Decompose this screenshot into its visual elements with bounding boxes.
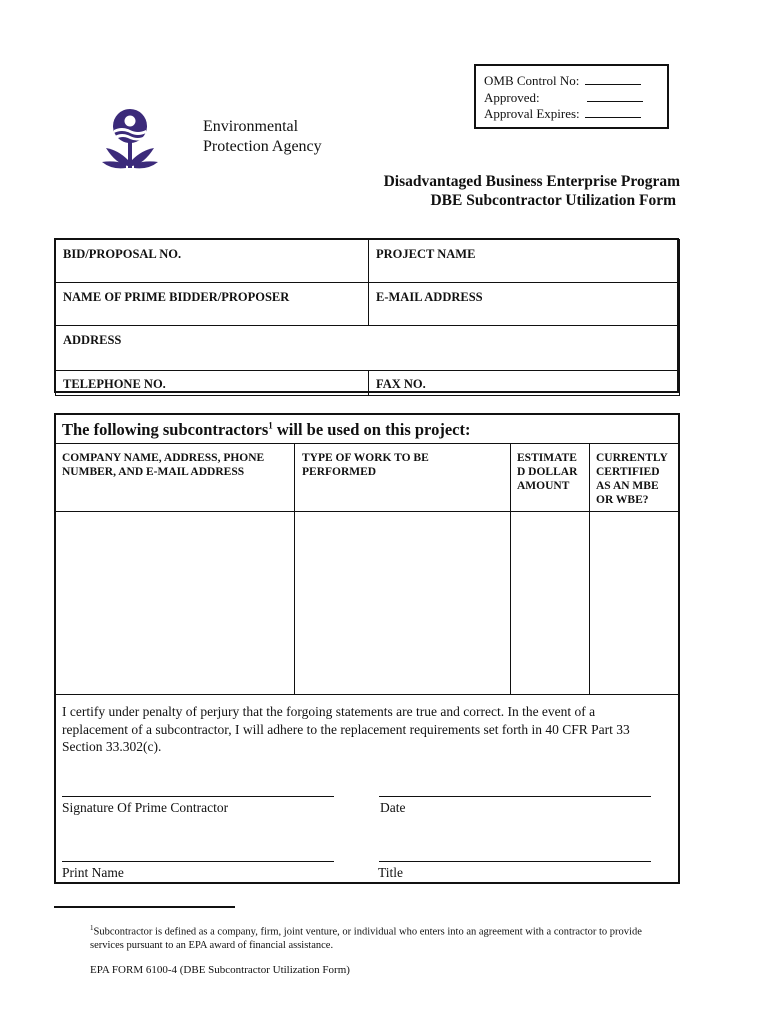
form-title bbox=[300, 172, 680, 210]
title-line[interactable] bbox=[379, 861, 651, 862]
omb-approval-expires-label: Approval Expires: bbox=[484, 106, 580, 121]
footnote-text: Subcontractor is defined as a company, firm, joint venture, or individual who enters into an agreement with a contractor to provide services pursuant to an EPA award of financial assistance. bbox=[90, 926, 642, 951]
col-work-type-header bbox=[302, 451, 429, 479]
omb-control-box bbox=[474, 64, 669, 129]
prime-bidder-field[interactable] bbox=[56, 283, 369, 326]
bidder-info-table bbox=[55, 239, 680, 396]
col-certified-header bbox=[596, 451, 668, 507]
col-company-header-line2: NUMBER, AND E-MAIL ADDRESS bbox=[62, 466, 245, 478]
dollar-amount-entry-cell[interactable] bbox=[511, 512, 588, 693]
omb-approval-expires-blank[interactable] bbox=[585, 106, 641, 118]
project-name-field[interactable] bbox=[369, 240, 680, 283]
table-bottom-rule bbox=[55, 694, 679, 695]
form-identifier: EPA FORM 6100-4 (DBE Subcontractor Utilization Form) bbox=[90, 964, 350, 976]
agency-line-2: Protection Agency bbox=[203, 138, 322, 155]
col-work-type-header-line2: PERFORMED bbox=[302, 466, 377, 478]
omb-control-no-row bbox=[484, 73, 659, 90]
title-line-1: Disadvantaged Business Enterprise Program bbox=[383, 173, 680, 190]
email-address-field[interactable] bbox=[369, 283, 680, 326]
col-company-header-line1: COMPANY NAME, ADDRESS, PHONE bbox=[62, 452, 265, 464]
col-dollar-header bbox=[517, 451, 577, 493]
bid-proposal-no-label: BID/PROPOSAL NO. bbox=[63, 247, 182, 261]
col-certified-header-line1: CURRENTLY bbox=[596, 452, 668, 464]
col-dollar-header-line1: ESTIMATE bbox=[517, 452, 577, 464]
col-dollar-header-line3: AMOUNT bbox=[517, 480, 570, 492]
col-certified-header-line3: AS AN MBE bbox=[596, 480, 659, 492]
print-name-label: Print Name bbox=[62, 865, 124, 880]
telephone-field[interactable] bbox=[56, 371, 369, 396]
omb-approved-row bbox=[484, 90, 659, 107]
heading-text-end: will be used on this project: bbox=[272, 420, 471, 439]
certified-entry-cell[interactable] bbox=[590, 512, 678, 693]
project-name-label: PROJECT NAME bbox=[376, 247, 476, 261]
date-line[interactable] bbox=[379, 796, 651, 797]
epa-logo-icon bbox=[100, 108, 160, 172]
agency-name bbox=[203, 117, 322, 157]
address-label: ADDRESS bbox=[63, 333, 122, 347]
footnote-rule bbox=[54, 906, 235, 908]
footnote bbox=[90, 922, 660, 953]
address-field[interactable] bbox=[56, 326, 680, 371]
omb-control-no-label: OMB Control No: bbox=[484, 73, 580, 88]
email-address-label: E-MAIL ADDRESS bbox=[376, 290, 483, 304]
telephone-label: TELEPHONE NO. bbox=[63, 377, 166, 391]
header-top-rule bbox=[55, 443, 679, 444]
heading-footnote-marker: 1 bbox=[268, 420, 273, 431]
col-dollar-header-line2: D DOLLAR bbox=[517, 466, 578, 478]
omb-control-no-blank[interactable] bbox=[585, 73, 641, 85]
signature-line[interactable] bbox=[62, 796, 334, 797]
col-work-type-header-line1: TYPE OF WORK TO BE bbox=[302, 452, 429, 464]
subcontractor-heading bbox=[62, 420, 470, 440]
omb-approval-expires-row bbox=[484, 106, 659, 123]
company-entry-cell[interactable] bbox=[56, 512, 293, 693]
work-type-entry-cell[interactable] bbox=[295, 512, 509, 693]
bid-proposal-no-field[interactable] bbox=[56, 240, 369, 283]
footnote-marker: 1 bbox=[90, 924, 94, 932]
print-name-line[interactable] bbox=[62, 861, 334, 862]
date-label: Date bbox=[380, 800, 406, 815]
prime-bidder-label: NAME OF PRIME BIDDER/PROPOSER bbox=[63, 290, 290, 304]
title-label: Title bbox=[378, 865, 404, 880]
certification-statement: I certify under penalty of perjury that the forgoing statements are true and correct. In the event of a replacement of a subcontractor, I will adhere to the replacement requirements set forth in 40 CFR Part 33 Section 33.302(c). bbox=[62, 704, 630, 754]
fax-field[interactable] bbox=[369, 371, 680, 396]
agency-line-1: Environmental bbox=[203, 118, 299, 135]
omb-approved-blank[interactable] bbox=[587, 90, 643, 102]
col-certified-header-line4: OR WBE? bbox=[596, 494, 649, 506]
heading-text-start: The following subcontractors bbox=[62, 420, 269, 439]
title-line-2: DBE Subcontractor Utilization Form bbox=[430, 192, 676, 209]
fax-label: FAX NO. bbox=[376, 377, 426, 391]
col-company-header bbox=[62, 451, 264, 479]
col-certified-header-line2: CERTIFIED bbox=[596, 466, 660, 478]
signature-label: Signature Of Prime Contractor bbox=[62, 800, 229, 815]
omb-approved-label: Approved: bbox=[484, 89, 540, 105]
